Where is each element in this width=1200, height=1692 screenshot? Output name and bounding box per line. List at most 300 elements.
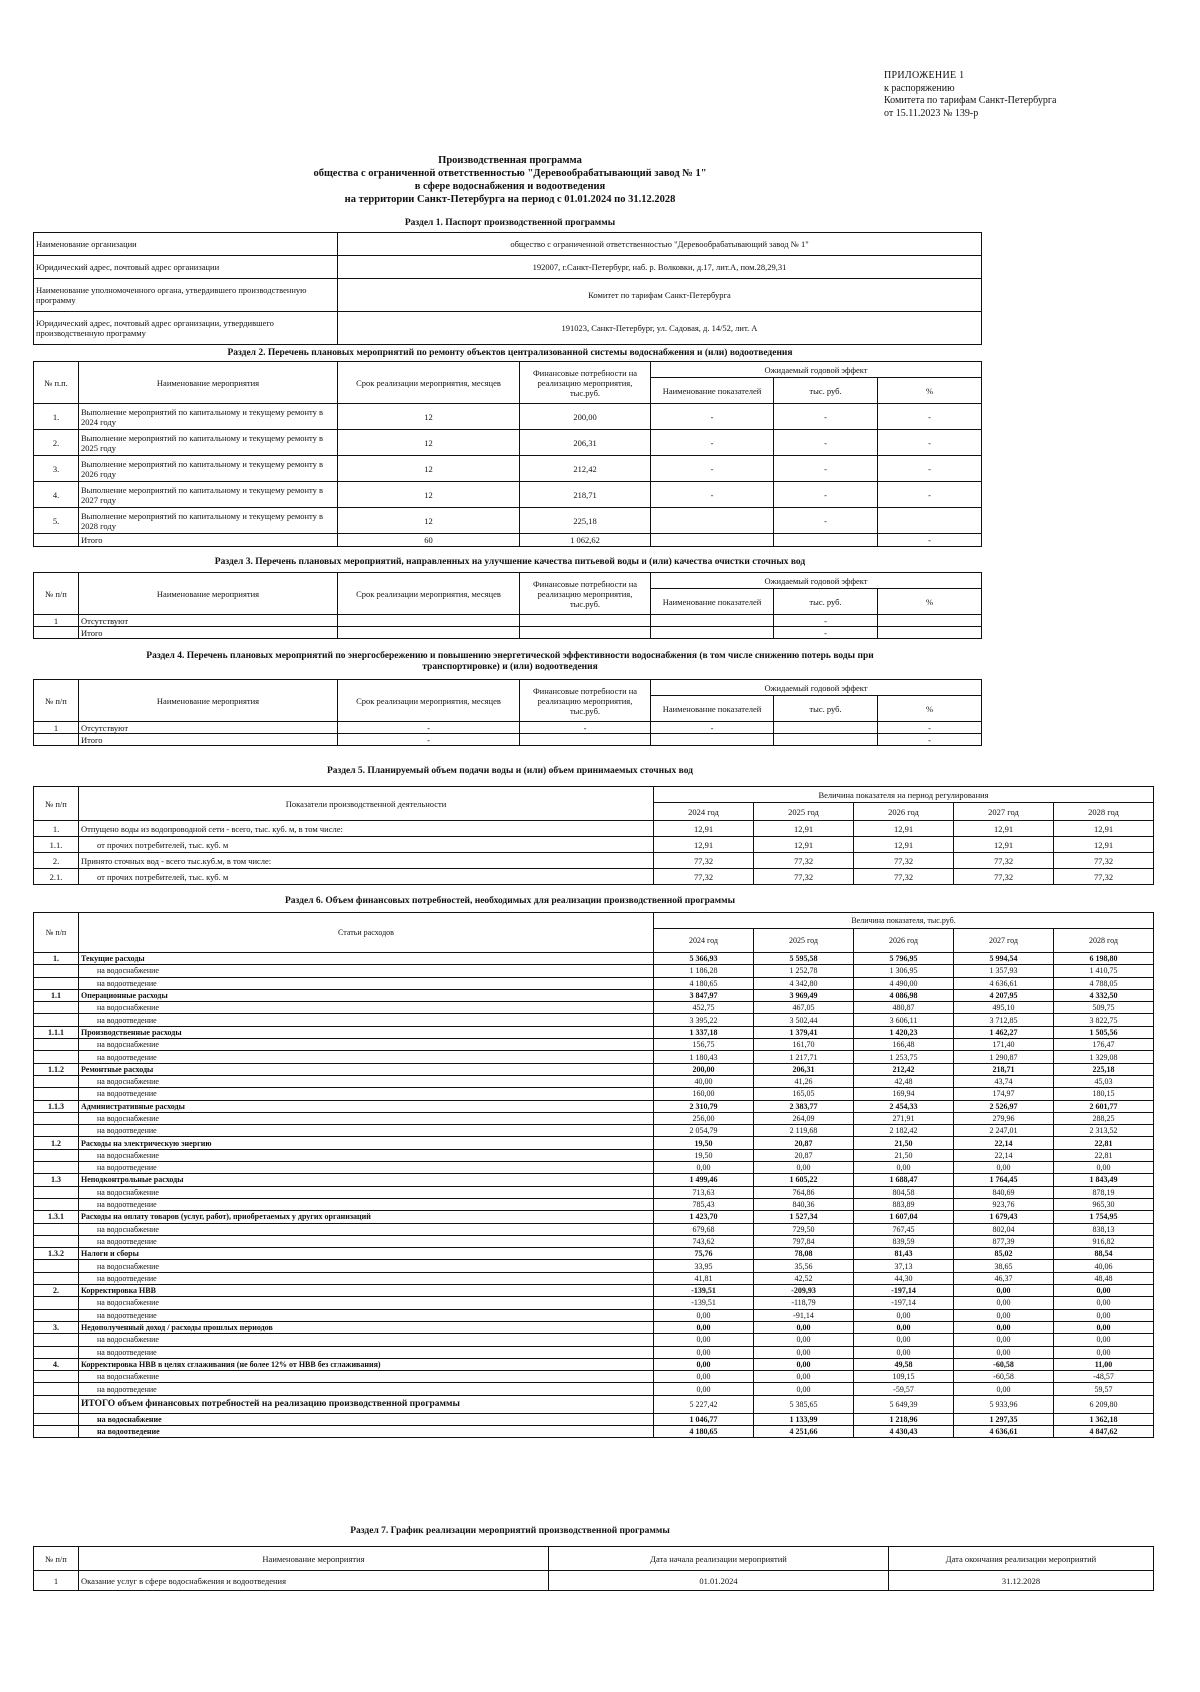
header-end: Дата окончания реализации мероприятий — [889, 1547, 1154, 1571]
row-value: 1 306,95 — [854, 965, 954, 977]
row-name: Оказание услуг в сфере водоснабжения и водоотведения — [79, 1571, 549, 1591]
row-value: 3 822,75 — [1054, 1014, 1154, 1026]
row-value: 0,00 — [1054, 1321, 1154, 1333]
row-name: Расходы на электрическую энергию — [79, 1137, 654, 1149]
row-value: 0,00 — [954, 1334, 1054, 1346]
row-value: 81,43 — [854, 1248, 954, 1260]
appendix-line: к распоряжению — [884, 82, 955, 94]
row-value: 916,82 — [1054, 1235, 1154, 1247]
row-value: 0,00 — [654, 1358, 754, 1370]
row-value: 41,81 — [654, 1272, 754, 1284]
row-value: 38,65 — [954, 1260, 1054, 1272]
row-name: Корректировка НВВ в целях сглаживания (не более 12% от НВВ без сглаживания) — [79, 1358, 654, 1370]
row-value: 1 605,22 — [754, 1174, 854, 1186]
row-value: 22,81 — [1054, 1149, 1154, 1161]
table-row — [34, 722, 982, 734]
row-value: 1 505,56 — [1054, 1026, 1154, 1038]
row-num — [34, 1272, 79, 1284]
table-row — [34, 312, 982, 345]
row-indicator: - — [651, 430, 774, 456]
row-value: 0,00 — [754, 1371, 854, 1383]
row-value: 12,91 — [854, 837, 954, 853]
header-pct: % — [878, 589, 982, 615]
row-name: на водоснабжение — [79, 1413, 654, 1425]
row-value: 840,69 — [954, 1186, 1054, 1198]
row-value: 743,62 — [654, 1235, 754, 1247]
row-value: 166,48 — [854, 1039, 954, 1051]
row-value: 804,58 — [854, 1186, 954, 1198]
total-label: Итого — [79, 534, 338, 547]
row-start-date: 01.01.2024 — [549, 1571, 889, 1591]
empty-cell — [34, 1413, 79, 1425]
row-num: 1.3 — [34, 1174, 79, 1186]
row-value: 3 712,85 — [954, 1014, 1054, 1026]
row-name: на водоснабжение — [79, 1297, 654, 1309]
row-num: 2. — [34, 430, 79, 456]
row-value: 169,94 — [854, 1088, 954, 1100]
table-row — [34, 1223, 1154, 1235]
row-num — [34, 1051, 79, 1063]
row-value: 40,06 — [1054, 1260, 1154, 1272]
row-num — [34, 1002, 79, 1014]
section-6-heading: Раздел 6. Объем финансовых потребностей, необходимых для реализации производственной программы — [284, 896, 736, 906]
table-row — [34, 1014, 1154, 1026]
row-value: 22,14 — [954, 1137, 1054, 1149]
table-row — [34, 1063, 1154, 1075]
row-value: 0,00 — [754, 1321, 854, 1333]
finance-needs-body — [34, 953, 1154, 1438]
table-total-row — [34, 734, 982, 746]
table-row — [34, 1413, 1154, 1425]
row-value: 77,32 — [1054, 869, 1154, 885]
row-value: 729,50 — [754, 1223, 854, 1235]
total-finance: 1 062,62 — [520, 534, 651, 547]
row-value: 1 357,93 — [954, 965, 1054, 977]
table-total-row — [34, 627, 982, 639]
row-num: 2.1. — [34, 869, 79, 885]
section-3-heading: Раздел 3. Перечень плановых мероприятий, направленных на улучшение качества питьевой воды и (или) качества очистки сточных вод — [214, 557, 806, 567]
row-rub: - — [774, 615, 878, 627]
table-row — [34, 1321, 1154, 1333]
row-value: 4 251,66 — [754, 1425, 854, 1437]
total-label: Итого — [79, 627, 338, 639]
row-name: на водоотведение — [79, 1051, 654, 1063]
passport-value: 192007, г.Санкт-Петербург, наб. р. Волковки, д.17, лит.А, пом.28,29,31 — [338, 256, 982, 279]
row-pct: - — [878, 404, 982, 430]
header-year: 2026 год — [854, 929, 954, 953]
header-year: 2024 год — [654, 803, 754, 821]
row-num: 4. — [34, 482, 79, 508]
row-value: 1 688,47 — [854, 1174, 954, 1186]
row-value: 0,00 — [754, 1358, 854, 1370]
table-row — [34, 1285, 1154, 1297]
row-value: 1 379,41 — [754, 1026, 854, 1038]
row-name: на водоснабжение — [79, 1186, 654, 1198]
row-value: 802,04 — [954, 1223, 1054, 1235]
header-indicators: Наименование показателей — [651, 589, 774, 615]
row-name: Текущие расходы — [79, 953, 654, 965]
row-num — [34, 1039, 79, 1051]
row-name: на водоснабжение — [79, 1223, 654, 1235]
row-value: 2 526,97 — [954, 1100, 1054, 1112]
row-value: 21,50 — [854, 1137, 954, 1149]
row-value: -91,14 — [754, 1309, 854, 1321]
table-row — [34, 482, 982, 508]
row-value: 1 754,95 — [1054, 1211, 1154, 1223]
quality-measures-table — [33, 572, 982, 639]
row-value: 1 423,70 — [654, 1211, 754, 1223]
total-label: Итого — [79, 734, 338, 746]
total-term: 60 — [338, 534, 520, 547]
row-value: 35,56 — [754, 1260, 854, 1272]
row-value: 509,75 — [1054, 1002, 1154, 1014]
row-value: 43,74 — [954, 1075, 1054, 1087]
row-pct: - — [878, 722, 982, 734]
table-row — [34, 1571, 1154, 1591]
table-row — [34, 837, 1154, 853]
section-4-heading-line: Раздел 4. Перечень плановых мероприятий по энергосбережению и повышению энергетической эффективности водоснабжения (в том числе снижению потерь воды при — [146, 651, 874, 661]
document-title — [30, 154, 990, 206]
section-2-heading: Раздел 2. Перечень плановых мероприятий по ремонту объектов централизованной системы водоснабжения и (или) водоотведения — [227, 348, 793, 358]
row-value: -209,93 — [754, 1285, 854, 1297]
row-num: 1.1. — [34, 837, 79, 853]
row-name: на водоотведение — [79, 1235, 654, 1247]
header-year: 2028 год — [1054, 803, 1154, 821]
row-name: на водоснабжение — [79, 1002, 654, 1014]
row-value: 5 366,93 — [654, 953, 754, 965]
row-value: 0,00 — [1054, 1297, 1154, 1309]
title-line: на территории Санкт-Петербурга на период с 01.01.2024 по 31.12.2028 — [344, 194, 676, 205]
table-row — [34, 1358, 1154, 1370]
row-value: 495,10 — [954, 1002, 1054, 1014]
row-value: 839,59 — [854, 1235, 954, 1247]
row-value: 1 607,04 — [854, 1211, 954, 1223]
row-num — [34, 1371, 79, 1383]
row-value: 49,58 — [854, 1358, 954, 1370]
row-value: 1 252,78 — [754, 965, 854, 977]
row-value: 4 207,95 — [954, 989, 1054, 1001]
row-num: 3. — [34, 456, 79, 482]
row-value: 4 430,43 — [854, 1425, 954, 1437]
row-value: 33,95 — [654, 1260, 754, 1272]
table-row — [34, 1425, 1154, 1437]
header-name: Статьи расходов — [79, 913, 654, 953]
row-num — [34, 1260, 79, 1272]
row-value: 165,05 — [754, 1088, 854, 1100]
header-value: Величина показателя на период регулирования — [654, 787, 1154, 803]
header-num: № п/п — [34, 573, 79, 615]
row-name: Недополученный доход / расходы прошлых периодов — [79, 1321, 654, 1333]
table-row — [34, 1137, 1154, 1149]
empty-cell — [774, 722, 878, 734]
table-row — [34, 989, 1154, 1001]
row-value: 12,91 — [1054, 837, 1154, 853]
empty-cell — [651, 734, 774, 746]
row-name: на водоснабжение — [79, 1039, 654, 1051]
row-value: 0,00 — [954, 1346, 1054, 1358]
row-value: 1 527,34 — [754, 1211, 854, 1223]
row-name: на водоотведение — [79, 1125, 654, 1137]
row-indicator — [651, 508, 774, 534]
row-value: 22,14 — [954, 1149, 1054, 1161]
row-num — [34, 1088, 79, 1100]
row-finance: - — [520, 722, 651, 734]
row-num — [34, 1235, 79, 1247]
row-value: 1 499,46 — [654, 1174, 754, 1186]
row-value: 0,00 — [754, 1346, 854, 1358]
row-num — [34, 1014, 79, 1026]
row-value: -118,79 — [754, 1297, 854, 1309]
row-value: 2 247,01 — [954, 1125, 1054, 1137]
row-value: 20,87 — [754, 1137, 854, 1149]
row-value: 3 606,11 — [854, 1014, 954, 1026]
table-row — [34, 1002, 1154, 1014]
row-term: 12 — [338, 456, 520, 482]
header-term: Срок реализации мероприятия, месяцев — [338, 362, 520, 404]
row-value: 1 410,75 — [1054, 965, 1154, 977]
row-value: 840,36 — [754, 1198, 854, 1210]
row-num — [34, 1383, 79, 1395]
total-pct: - — [878, 534, 982, 547]
table-header-row — [34, 573, 982, 589]
row-value: 156,75 — [654, 1039, 754, 1051]
passport-label: Наименование уполномоченного органа, утвердившего производственную программу — [34, 279, 338, 312]
row-name: Выполнение мероприятий по капитальному и текущему ремонту в 2027 году — [79, 482, 338, 508]
empty-cell — [651, 615, 774, 627]
row-value: 85,02 — [954, 1248, 1054, 1260]
row-value: 0,00 — [854, 1334, 954, 1346]
row-num — [34, 1297, 79, 1309]
row-value: 0,00 — [654, 1321, 754, 1333]
row-value: 41,26 — [754, 1075, 854, 1087]
row-num: 4. — [34, 1358, 79, 1370]
row-value: -59,57 — [854, 1383, 954, 1395]
row-name: на водоснабжение — [79, 1371, 654, 1383]
row-value: 264,09 — [754, 1112, 854, 1124]
row-value: 288,25 — [1054, 1112, 1154, 1124]
row-num: 1 — [34, 722, 79, 734]
row-name: Отпущено воды из водопроводной сети - всего, тыс. куб. м, в том числе: — [79, 821, 654, 837]
row-term: - — [338, 722, 520, 734]
table-header-row — [34, 1547, 1154, 1571]
header-pct: % — [878, 696, 982, 722]
row-value: 0,00 — [954, 1309, 1054, 1321]
table-row — [34, 1075, 1154, 1087]
table-row — [34, 1039, 1154, 1051]
header-year: 2025 год — [754, 929, 854, 953]
row-value: 0,00 — [954, 1285, 1054, 1297]
empty-cell — [34, 734, 79, 746]
row-num: 1.1.3 — [34, 1100, 79, 1112]
row-value: 785,43 — [654, 1198, 754, 1210]
row-value: 40,00 — [654, 1075, 754, 1087]
row-value: 0,00 — [854, 1321, 954, 1333]
title-line: в сфере водоснабжения и водоотведения — [414, 181, 606, 192]
row-name: на водоотведение — [79, 1309, 654, 1321]
row-value: 279,96 — [954, 1112, 1054, 1124]
row-value: -139,51 — [654, 1285, 754, 1297]
empty-cell — [34, 1425, 79, 1437]
header-num: № п/п — [34, 1547, 79, 1571]
row-value: 0,00 — [754, 1383, 854, 1395]
row-value: 77,32 — [954, 869, 1054, 885]
row-value: 0,00 — [854, 1346, 954, 1358]
row-value: 3 969,49 — [754, 989, 854, 1001]
row-value: 877,39 — [954, 1235, 1054, 1247]
row-name: Выполнение мероприятий по капитальному и текущему ремонту в 2028 году — [79, 508, 338, 534]
row-term: 12 — [338, 430, 520, 456]
passport-value: общество с ограниченной ответственностью "Деревообрабатывающий завод № 1" — [338, 233, 982, 256]
row-value: 11,00 — [1054, 1358, 1154, 1370]
row-name: на водоснабжение — [79, 1334, 654, 1346]
row-value: 4 180,65 — [654, 977, 754, 989]
row-num — [34, 1112, 79, 1124]
row-num: 3. — [34, 1321, 79, 1333]
table-row — [34, 1346, 1154, 1358]
row-num — [34, 1334, 79, 1346]
table-row — [34, 1125, 1154, 1137]
row-name: от прочих потребителей, тыс. куб. м — [79, 869, 654, 885]
total-value: 5 933,96 — [954, 1395, 1054, 1413]
row-pct: - — [878, 482, 982, 508]
row-num: 1 — [34, 615, 79, 627]
row-value: -197,14 — [854, 1297, 954, 1309]
table-header-row — [34, 362, 982, 378]
row-name: на водоотведение — [79, 1383, 654, 1395]
row-value: 878,19 — [1054, 1186, 1154, 1198]
row-finance: 200,00 — [520, 404, 651, 430]
row-value: 42,52 — [754, 1272, 854, 1284]
row-value: 77,32 — [654, 853, 754, 869]
header-term: Срок реализации мероприятия, месяцев — [338, 680, 520, 722]
header-start: Дата начала реализации мероприятий — [549, 1547, 889, 1571]
row-value: 0,00 — [1054, 1162, 1154, 1174]
appendix-title: ПРИЛОЖЕНИЕ 1 — [884, 70, 965, 81]
row-name: Корректировка НВВ — [79, 1285, 654, 1297]
row-value: 4 490,00 — [854, 977, 954, 989]
header-indicators: Наименование показателей — [651, 378, 774, 404]
row-finance: 206,31 — [520, 430, 651, 456]
row-value: 77,32 — [854, 869, 954, 885]
row-value: 77,32 — [754, 853, 854, 869]
row-value: 77,32 — [754, 869, 854, 885]
row-value: 176,47 — [1054, 1039, 1154, 1051]
table-total-row — [34, 534, 982, 547]
row-name: от прочих потребителей, тыс. куб. м — [79, 837, 654, 853]
row-value: 883,89 — [854, 1198, 954, 1210]
row-value: 4 332,50 — [1054, 989, 1154, 1001]
row-finance: 212,42 — [520, 456, 651, 482]
row-indicator: - — [651, 722, 774, 734]
row-value: 12,91 — [754, 821, 854, 837]
table-row — [34, 869, 1154, 885]
row-value: 109,15 — [854, 1371, 954, 1383]
table-row — [34, 279, 982, 312]
header-effect: Ожидаемый годовой эффект — [651, 573, 982, 589]
row-name: Выполнение мероприятий по капитальному и текущему ремонту в 2024 году — [79, 404, 338, 430]
row-num: 1.1.1 — [34, 1026, 79, 1038]
empty-cell — [651, 534, 774, 547]
row-value: 1 186,28 — [654, 965, 754, 977]
total-term: - — [338, 734, 520, 746]
row-value: 1 764,45 — [954, 1174, 1054, 1186]
header-num: № п/п — [34, 787, 79, 821]
row-name: Ремонтные расходы — [79, 1063, 654, 1075]
row-value: 2 182,42 — [854, 1125, 954, 1137]
passport-label: Юридический адрес, почтовый адрес организации, утвердившего производственную программу — [34, 312, 338, 345]
header-num: № п.п. — [34, 362, 79, 404]
row-name: на водоотведение — [79, 1014, 654, 1026]
row-finance: 225,18 — [520, 508, 651, 534]
total-value: 5 385,65 — [754, 1395, 854, 1413]
row-name: на водоотведение — [79, 1425, 654, 1437]
title-line: общества с ограниченной ответственностью "Деревообрабатывающий завод № 1" — [313, 168, 707, 179]
row-value: 0,00 — [854, 1162, 954, 1174]
row-pct: - — [878, 456, 982, 482]
table-row — [34, 965, 1154, 977]
row-value: 764,86 — [754, 1186, 854, 1198]
table-row — [34, 456, 982, 482]
appendix-line: Комитета по тарифам Санкт-Петербурга — [884, 95, 1057, 106]
row-value: 0,00 — [1054, 1346, 1154, 1358]
table-row — [34, 404, 982, 430]
row-name: на водоотведение — [79, 1162, 654, 1174]
row-value: 0,00 — [954, 1321, 1054, 1333]
header-name: Наименование мероприятия — [79, 362, 338, 404]
row-num: 1.1.2 — [34, 1063, 79, 1075]
row-value: 48,48 — [1054, 1272, 1154, 1284]
row-value: 1 180,43 — [654, 1051, 754, 1063]
row-value: 0,00 — [854, 1309, 954, 1321]
header-effect: Ожидаемый годовой эффект — [651, 680, 982, 696]
row-value: 467,05 — [754, 1002, 854, 1014]
row-name: Расходы на оплату товаров (услуг, работ), приобретаемых у других организаций — [79, 1211, 654, 1223]
header-year: 2028 год — [1054, 929, 1154, 953]
header-name: Наименование мероприятия — [79, 1547, 549, 1571]
table-row — [34, 508, 982, 534]
row-value: -139,51 — [654, 1297, 754, 1309]
row-value: 225,18 — [1054, 1063, 1154, 1075]
row-end-date: 31.12.2028 — [889, 1571, 1154, 1591]
row-value: 1 218,96 — [854, 1413, 954, 1425]
row-value: 174,97 — [954, 1088, 1054, 1100]
row-indicator: - — [651, 482, 774, 508]
row-num: 1.3.1 — [34, 1211, 79, 1223]
row-value: 12,91 — [754, 837, 854, 853]
section-4-heading-line: транспортировке) и (или) водоотведения — [422, 662, 598, 672]
repair-measures-table — [33, 361, 982, 547]
empty-cell — [34, 534, 79, 547]
table-row — [34, 1149, 1154, 1161]
row-num: 5. — [34, 508, 79, 534]
row-num: 1.1 — [34, 989, 79, 1001]
row-num: 1. — [34, 953, 79, 965]
row-value: 42,48 — [854, 1075, 954, 1087]
empty-cell — [338, 615, 520, 627]
row-pct — [878, 508, 982, 534]
row-value: 4 788,05 — [1054, 977, 1154, 989]
row-name: на водоснабжение — [79, 1149, 654, 1161]
empty-cell — [774, 534, 878, 547]
row-value: 0,00 — [654, 1383, 754, 1395]
table-row — [34, 1174, 1154, 1186]
row-value: -60,58 — [954, 1358, 1054, 1370]
row-num — [34, 977, 79, 989]
row-value: 59,57 — [1054, 1383, 1154, 1395]
header-pct: % — [878, 378, 982, 404]
header-year: 2025 год — [754, 803, 854, 821]
row-value: 77,32 — [854, 853, 954, 869]
